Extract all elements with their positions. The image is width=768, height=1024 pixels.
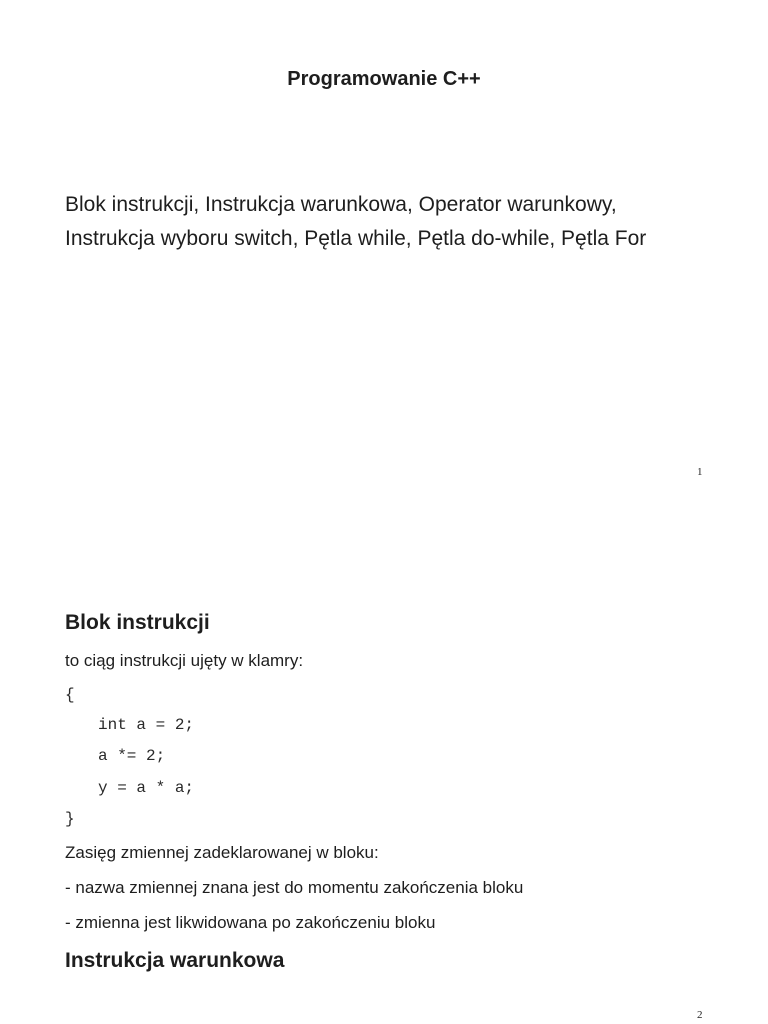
scope-item-1: - nazwa zmiennej znana jest do momentu zakończenia bloku (65, 878, 524, 897)
scope-title: Zasięg zmiennej zadeklarowanej w bloku: (65, 843, 379, 862)
code-line-1: int a = 2; (98, 716, 195, 734)
page-number-1: 1 (697, 466, 703, 478)
code-line-3: y = a * a; (98, 779, 195, 797)
page-number-2: 2 (697, 1009, 703, 1021)
topics-line-2: Instrukcja wyboru switch, Pętla while, Pętla do-while, Pętla For (65, 227, 647, 250)
scope-item-2: - zmienna jest likwidowana po zakończeniu bloku (65, 913, 436, 932)
heading-blok-instrukcji: Blok instrukcji (65, 611, 210, 634)
heading-instrukcja-warunkowa: Instrukcja warunkowa (65, 949, 285, 972)
block-description: to ciąg instrukcji ujęty w klamry: (65, 651, 304, 670)
code-close-brace: } (65, 810, 75, 828)
document-page-2 (0, 520, 768, 1024)
code-line-2: a *= 2; (98, 747, 166, 765)
topics-line-1: Blok instrukcji, Instrukcja warunkowa, Operator warunkowy, (65, 193, 617, 216)
code-open-brace: { (65, 686, 75, 704)
topics-paragraph (65, 188, 725, 256)
document-title: Programowanie C++ (287, 68, 481, 90)
